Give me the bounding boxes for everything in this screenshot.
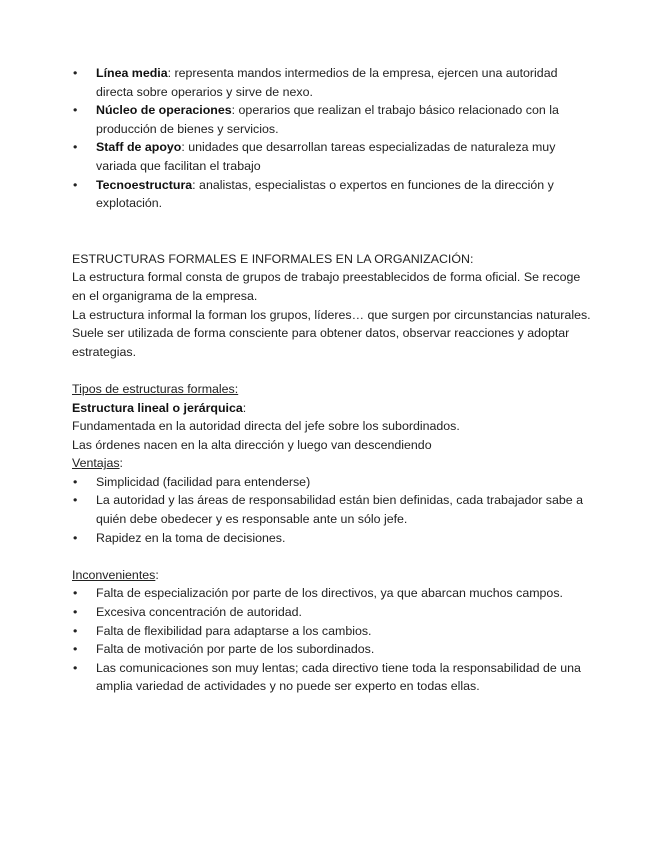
list-item-text: Excesiva concentración de autoridad. xyxy=(96,605,302,620)
list-item xyxy=(72,603,592,622)
structure-line-1: Fundamentada en la autoridad directa del jefe sobre los subordinados. xyxy=(72,419,460,434)
list-item-term: Línea media xyxy=(96,66,168,80)
bullet-icon: • xyxy=(73,623,78,638)
disadvantages-heading xyxy=(72,566,592,585)
list-item-text: Falta de flexibilidad para adaptarse a los cambios. xyxy=(96,623,372,638)
list-item xyxy=(72,64,592,101)
disadvantages-list xyxy=(72,584,592,696)
advantages-list xyxy=(72,473,592,547)
advantages-label: Ventajas xyxy=(72,456,120,471)
list-item-text: Falta de especialización por parte de los directivos, ya que abarcan muchos campos. xyxy=(96,586,563,601)
bullet-icon: • xyxy=(73,586,78,601)
bullet-icon: • xyxy=(73,177,78,192)
list-item-text: : unidades que desarrollan tareas especializadas de naturaleza muy variada que facilitan el trabajo xyxy=(96,140,556,173)
list-item-text: : operarios que realizan el trabajo básico relacionado con la producción de bienes y servicios. xyxy=(96,103,559,136)
paragraph-informal: La estructura informal la forman los grupos, líderes… que surgen por circunstancias naturales. Suele ser utilizada de forma consciente para obtener datos, observar reacciones y adoptar estrategias. xyxy=(72,307,591,359)
org-parts-list xyxy=(72,64,592,213)
section-heading: ESTRUCTURAS FORMALES E INFORMALES EN LA ORGANIZACIÓN: xyxy=(72,251,474,266)
list-item-text: Las comunicaciones son muy lentas; cada directivo tiene toda la responsabilidad de una amplia variedad de actividades y no puede ser experto en todas ellas. xyxy=(96,660,581,694)
list-item xyxy=(72,138,592,175)
bullet-icon: • xyxy=(73,660,78,675)
list-item-term: Núcleo de operaciones xyxy=(96,103,232,118)
bullet-icon: • xyxy=(73,140,78,155)
paragraph-formal: La estructura formal consta de grupos de trabajo preestablecidos de forma oficial. Se recoge en el organigrama de la empresa. xyxy=(72,270,581,303)
list-item xyxy=(72,622,592,641)
bullet-icon: • xyxy=(73,530,78,545)
list-item-term: Staff de apoyo xyxy=(96,140,182,155)
list-item xyxy=(72,640,592,659)
bullet-icon: • xyxy=(73,474,78,489)
structure-subheading-colon: : xyxy=(242,400,247,415)
list-item-text: Rapidez en la toma de decisiones. xyxy=(96,530,286,545)
disadvantages-label: Inconvenientes xyxy=(72,567,156,582)
bullet-icon: • xyxy=(73,605,78,620)
list-item-term: Tecnoestructura xyxy=(96,177,193,192)
list-item xyxy=(72,584,592,603)
types-heading: Tipos de estructuras formales: xyxy=(72,381,239,396)
list-item xyxy=(72,176,592,213)
bullet-icon: • xyxy=(73,103,78,118)
structure-subheading xyxy=(72,399,592,418)
list-item xyxy=(72,659,592,696)
list-item-text: Simplicidad (facilidad para entenderse) xyxy=(96,474,311,489)
list-item xyxy=(72,101,592,138)
list-item-text: La autoridad y las áreas de responsabilidad están bien definidas, cada trabajador sabe a quién debe obedecer y es responsable ante un sólo jefe. xyxy=(96,493,584,527)
advantages-colon: : xyxy=(119,456,123,471)
disadvantages-colon: : xyxy=(155,567,159,582)
list-item-text: : analistas, especialistas o expertos en funciones de la dirección y explotación. xyxy=(96,177,554,211)
bullet-icon: • xyxy=(73,493,78,508)
structure-line-2: Las órdenes nacen en la alta dirección y luego van descendiendo xyxy=(72,437,432,452)
list-item xyxy=(72,473,592,492)
advantages-heading xyxy=(72,454,592,473)
list-item-text: : representa mandos intermedios de la empresa, ejercen una autoridad directa sobre operarios y sirve de nexo. xyxy=(96,66,558,99)
bullet-icon: • xyxy=(73,642,78,657)
list-item xyxy=(72,491,592,528)
structure-subheading-label: Estructura lineal o jerárquica xyxy=(72,400,243,415)
list-item xyxy=(72,529,592,548)
bullet-icon: • xyxy=(73,66,78,80)
list-item-text: Falta de motivación por parte de los subordinados. xyxy=(96,642,375,657)
document-page xyxy=(72,64,592,696)
